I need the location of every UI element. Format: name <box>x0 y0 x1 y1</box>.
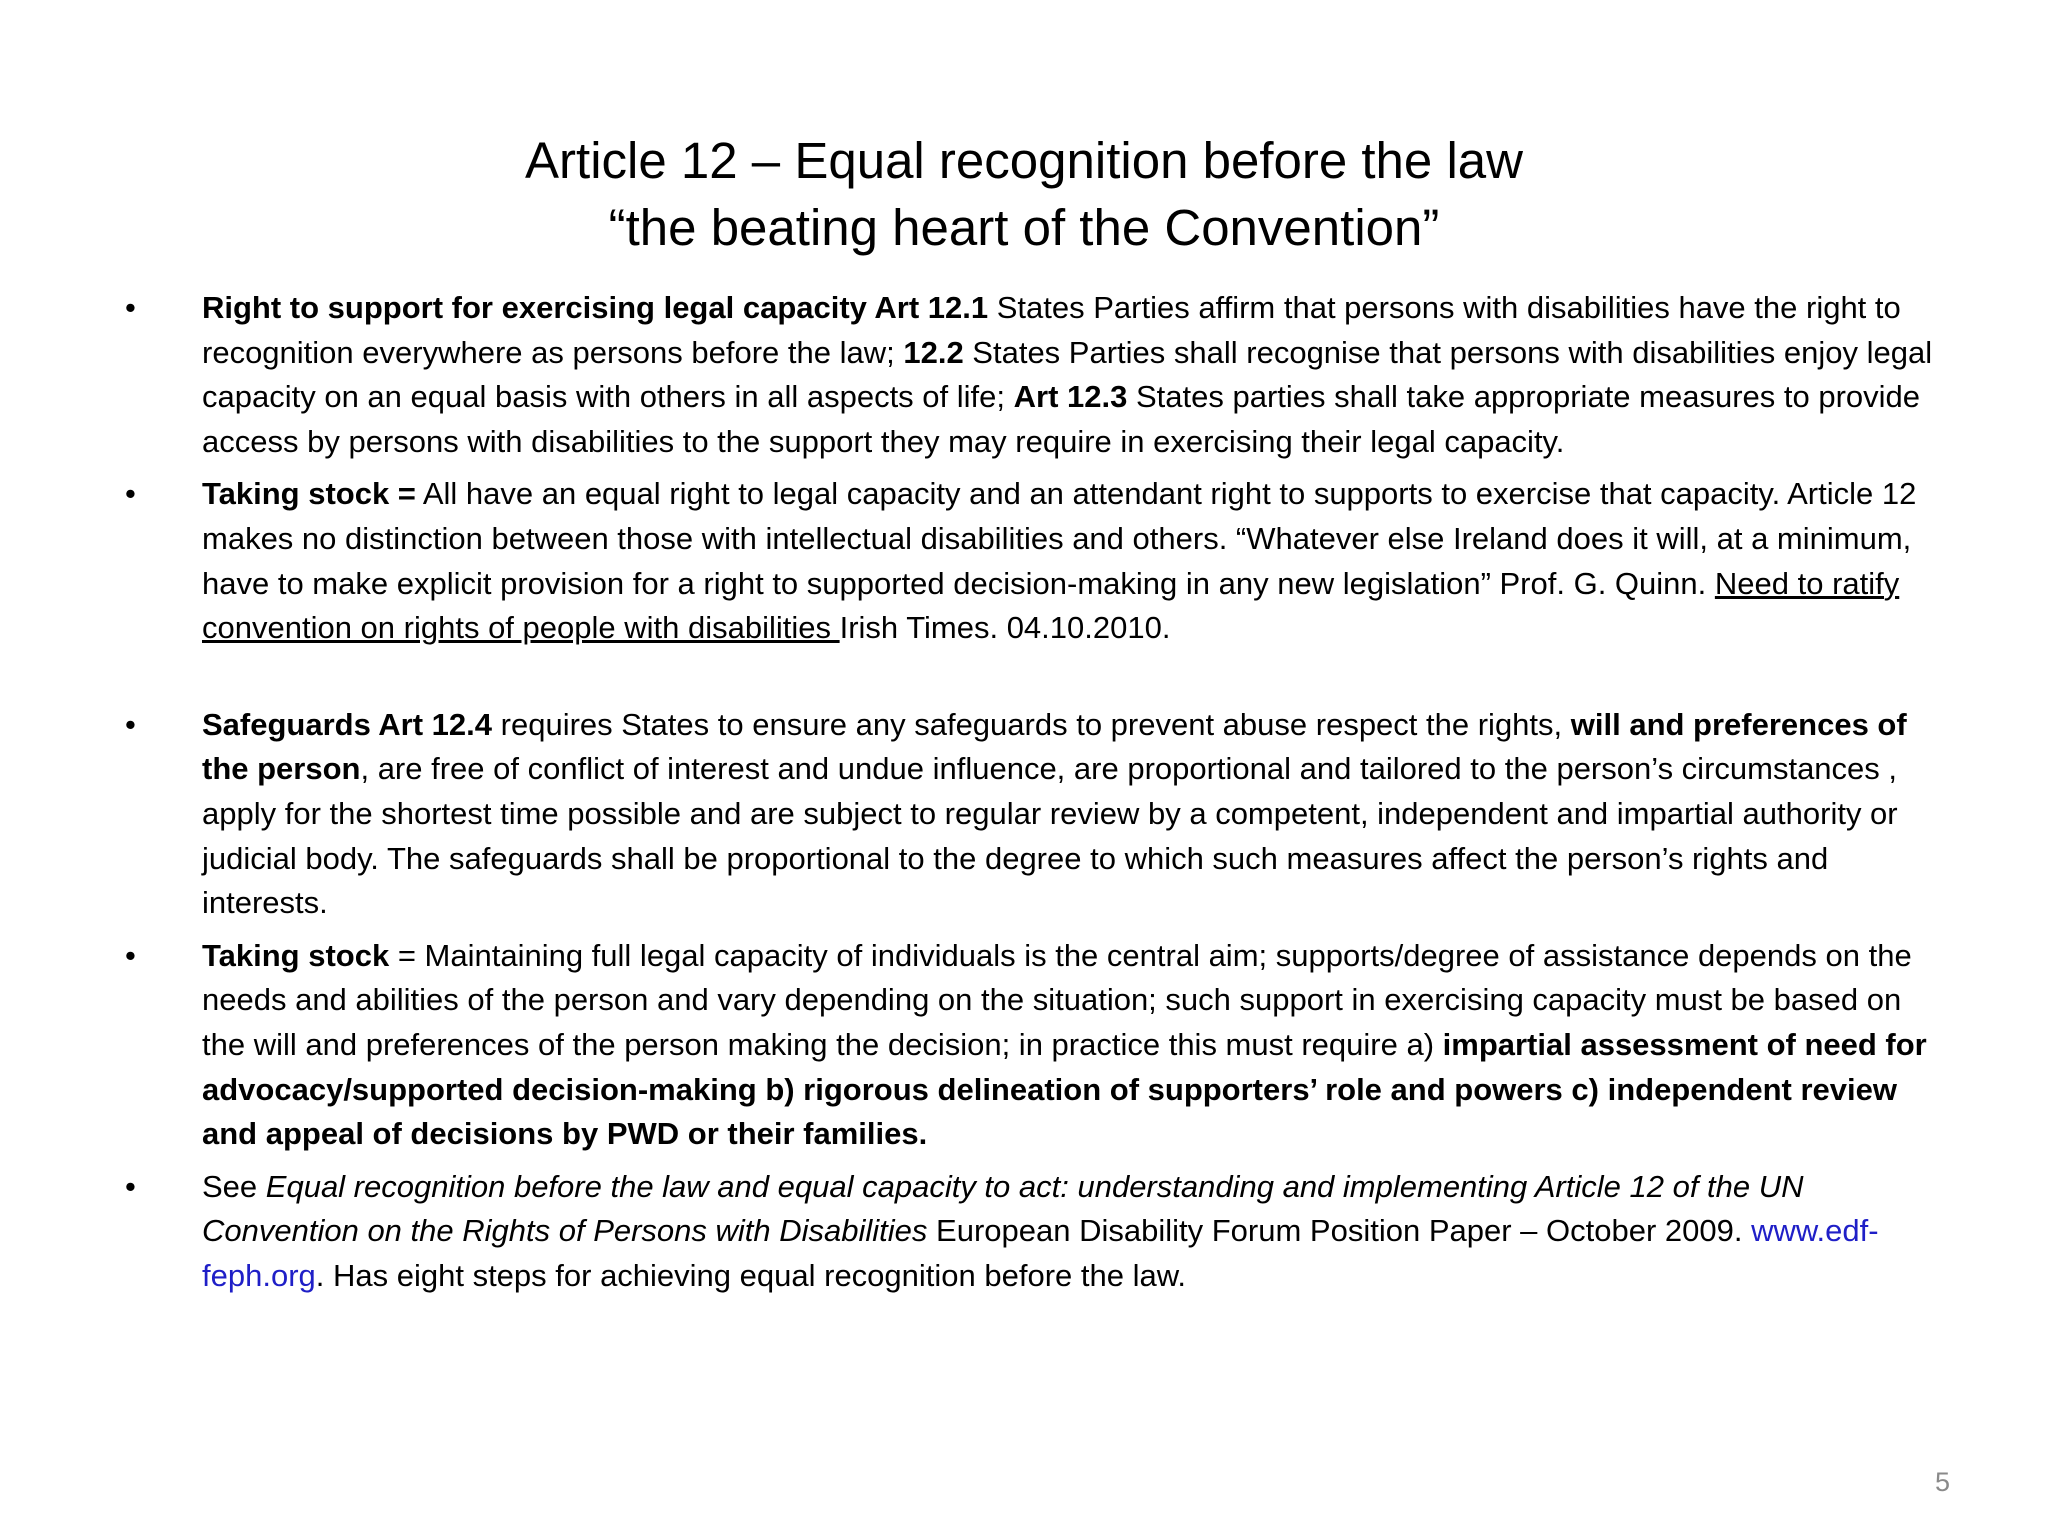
bullet-item-safeguards <box>0 703 2048 926</box>
bullet-1-heading: Right to support for exercising legal capacity Art 12.1 <box>202 290 989 325</box>
bullet-3-text: requires States to ensure any safeguards to prevent abuse respect the rights, <box>492 706 1571 742</box>
bullet-item-right-to-support <box>0 286 2048 464</box>
page-number: 5 <box>1934 1467 1950 1497</box>
bullet-3-heading: Safeguards Art 12.4 <box>202 706 493 742</box>
bullet-1-text: States parties shall take appropriate measures to provide access by persons with disabilities to the support they may require in exercising their legal capacity. <box>202 379 1921 459</box>
title-line-2: “the beating heart of the Convention” <box>608 199 1440 256</box>
bullet-1-art-12-2: 12.2 <box>903 334 964 370</box>
bullet-2-heading: Taking stock = <box>202 476 416 512</box>
bullet-5-text: European Disability Forum Position Paper – October 2009. <box>927 1213 1752 1249</box>
bullet-3-text: , are free of conflict of interest and undue influence, are proportional and tailored to the person’s circumstances , apply for the shortest time possible and are subject to regular review by a competent, independent and impartial authority or judicial body. The safeguards shall be proportional to the degree to which such measures affect the person’s rights and interests. <box>202 751 1898 921</box>
bullet-item-see-also <box>0 1165 2048 1299</box>
bullet-4-heading: Taking stock <box>202 937 390 973</box>
bullet-4-emphasis: impartial assessment of need for advocacy/supported decision-making b) rigorous delineation of supporters’ role and powers c) independent review and appeal of decisions by PWD or their families. <box>202 1026 1927 1152</box>
title-line-1: Article 12 – Equal recognition before the law <box>525 132 1523 189</box>
bullet-icon: • <box>125 290 136 325</box>
bullet-1-text: States Parties shall recognise that persons with disabilities enjoy legal capacity on an equal basis with others in all aspects of life; <box>202 334 1933 415</box>
bullet-1-text: States Parties affirm that persons with disabilities have the right to recognition everywhere as persons before the law; <box>202 290 1901 370</box>
bullet-5-text: See <box>202 1168 266 1204</box>
bullet-item-taking-stock-2 <box>0 934 2048 1157</box>
irish-times-article-link[interactable]: Need to ratify convention on rights of people with disabilities <box>202 565 1900 646</box>
bullet-icon: • <box>125 937 136 973</box>
bullet-icon: • <box>125 476 136 512</box>
bullet-3-emphasis: will and preferences of the person <box>202 706 1907 787</box>
bullet-icon: • <box>125 706 136 742</box>
bullet-list <box>0 286 2048 1306</box>
slide-title <box>0 127 2048 261</box>
bullet-icon: • <box>125 1168 136 1204</box>
bullet-1-art-12-3: Art 12.3 <box>1013 379 1128 415</box>
edf-website-link[interactable]: www.edf-feph.org <box>202 1213 1879 1293</box>
position-paper-title: Equal recognition before the law and equal capacity to act: understanding and implementing Article 12 of the UN Convention on the Rights of Persons with Disabilities <box>202 1168 1804 1249</box>
bullet-4-text: = Maintaining full legal capacity of individuals is the central aim; supports/degree of assistance depends on the needs and abilities of the person and vary depending on the situation; such support in exercising capacity must be based on the will and preferences of the person making the decision; in practice this must require a) <box>202 937 1912 1062</box>
bullet-item-taking-stock-1 <box>0 472 2048 650</box>
bullet-5-text: . Has eight steps for achieving equal recognition before the law. <box>315 1257 1187 1293</box>
bullet-2-text: Irish Times. 04.10.2010. <box>839 610 1171 646</box>
bullet-2-text: All have an equal right to legal capacity and an attendant right to supports to exercise that capacity. Article 12 makes no distinction between those with intellectual disabilities and others. “Whatever else Ireland does it will, at a minimum, have to make explicit provision for a right to supported decision-making in any new legislation” Prof. G. Quinn. <box>202 476 1917 601</box>
